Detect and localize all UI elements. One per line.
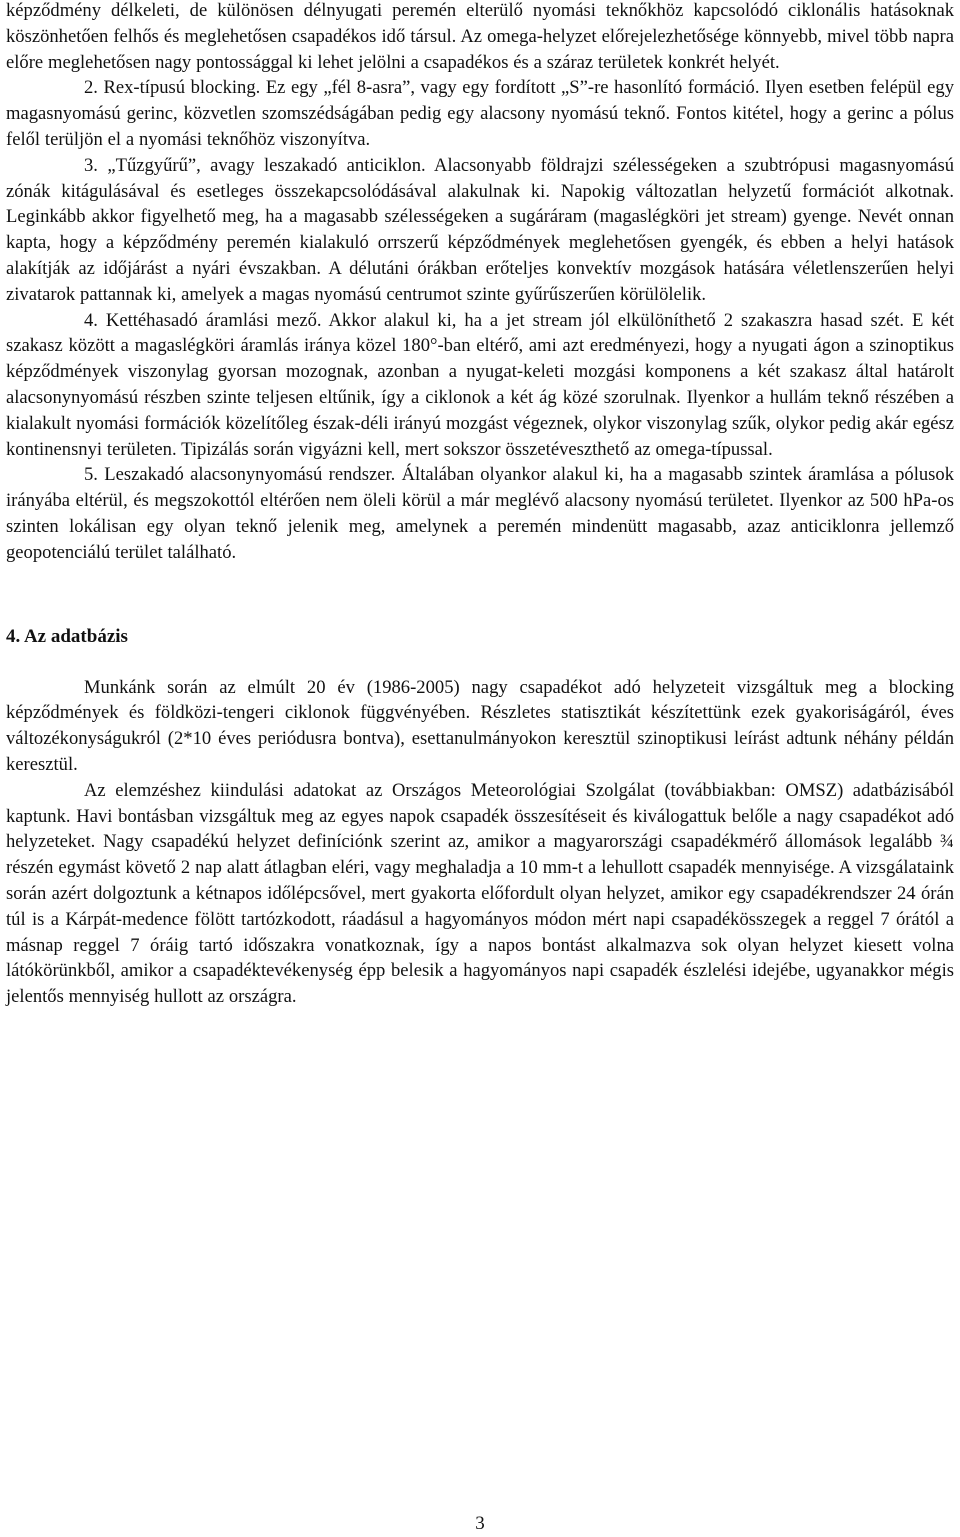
section-spacer xyxy=(6,566,954,624)
paragraph-split-flow: 4. Kettéhasadó áramlási mező. Akkor alakul ki, ha a jet stream jól elkülöníthető 2 szakaszra hasad szét. E két szakasz között a magaslégköri áramlás iránya közel 180°-ban eltérő, ami azt eredményezi, hogy a nyugati ágon a szinoptikus képződmények viszonylag gyorsan mozognak, azonban a nyugat-keleti mozgási komponens a két szakasz által határolt alacsonynyomású részben szinte teljesen eltűnik, így a ciklonok a két ág közé szorulnak. Ilyenkor a hullám teknő részében a kialakult nyomási formációk közelítőleg észak-déli irányú mozgást végeznek, olykor viszonylag szűk, olykor pedig akár egész kontinensnyi területen. Tipizálás során vigyázni kell, mert sokszor összetéveszthető az omega-típussal. xyxy=(6,309,954,460)
page-number: 3 xyxy=(475,1513,485,1534)
paragraph-study-scope: Munkánk során az elmúlt 20 év (1986-2005) nagy csapadékot adó helyzeteit vizsgáltuk meg a blocking képződmények és földközi-tengeri ciklonok függvényében. Részletes statisztikát készítettünk ezek gyakoriságáról, éves változékonyságukról (2*10 éves periódusra bontva), esettanulmányokon keresztül szinoptikusi leírást adtunk néhány példán keresztül. xyxy=(6,676,954,775)
heading-spacer xyxy=(6,650,954,675)
document-page xyxy=(6,0,954,1010)
section-heading: 4. Az adatbázis xyxy=(6,625,128,647)
paragraph-omega-continuation: képződmény délkeleti, de különösen délnyugati peremén elterülő nyomási teknőkhöz kapcsolódó ciklonális hatásoknak köszönhetően felhős és meglehetősen csapadékos idő társul. Az omega-helyzet előrejelezhetősége könnyebb, mivel több napra előre meglehetősen nagy pontossággal ki lehet jelölni a csapadékos és a száraz területek konkrét helyét. xyxy=(6,0,954,73)
paragraph-rex-blocking: 2. Rex-típusú blocking. Ez egy „fél 8-asra”, vagy egy fordított „S”-re hasonlító formáció. Ilyen esetben felépül egy magasnyomású gerinc, közvetlen szomszédságában pedig egy alacsony nyomású teknő. Fontos kitétel, hogy a gerinc a pólus felől terüljön el a nyomási teknőhöz viszonyítva. xyxy=(6,77,954,150)
paragraph-cut-off-low: 5. Leszakadó alacsonynyomású rendszer. Általában olyankor alakul ki, ha a magasabb szintek áramlása a pólusok irányába eltérül, és megszokottól eltérően nem öleli körül a már meglévő alacsony nyomású területet. Ilyenkor az 500 hPa-os szinten lokálisan egy olyan teknő jelenik meg, amelynek a peremén mindenütt magasabb, azaz anticiklonra jellemző geopotenciálú terület található. xyxy=(6,464,954,563)
paragraph-data-source: Az elemzéshez kiindulási adatokat az Országos Meteorológiai Szolgálat (továbbiakban: OMSZ) adatbázisából kaptunk. Havi bontásban vizsgáltuk meg az egyes napok csapadék összesítéseit és kiválogattuk belőle a nagy csapadékot adó helyzeteket. Nagy csapadékú helyzet definíciónk szerint az, amikor a magyarországi csapadékmérő állomások legalább ¾ részén egymást követő 2 nap alatt átlagban eléri, vagy meghaladja a 10 mm-t a lehullott csapadék mennyisége. A vizsgálataink során azért dolgoztunk a kétnapos időlépcsővel, mert gyakorta előfordult olyan helyzet, amikor egy csapadékrendszer 24 órán túl is a Kárpát-medence fölött tartózkodott, ráadásul a hagyományos módon mért napi csapadékösszegek a reggel 7 órától a másnap reggel 7 óráig tartó időszakra vonatkoznak, így a napos bontást alkalmazva sok olyan helyzet kiesett volna látókörünkből, amikor a csapadéktevékenység épp belesik a hagyományos napi csapadék észlelési idejébe, ugyanakkor mégis jelentős mennyiség hullott az országra. xyxy=(6,779,954,1008)
paragraph-cut-off-anticyclone: 3. „Tűzgyűrű”, avagy leszakadó anticiklon. Alacsonyabb földrajzi szélességeken a szubtrópusi magasnyomású zónák kitágulásával és esetleges összekapcsolódásával alakulnak ki. Napokig változatlan helyzetű formációt alkotnak. Leginkább akkor figyelhető meg, ha a magasabb szélességeken a sugáráram (magaslégköri jet stream) gyenge. Nevét onnan kapta, hogy a képződmény peremén kialakuló orrszerű képződmények meglehetősen gyengék, és ebben a helyi hatások alakítják az időjárást a nyári évszakban. A délutáni órákban erőteljes konvektív mozgások hatására véletlenszerűen helyi zivatarok pattannak ki, amelyek a magas nyomású centrumot szinte gyűrűszerűen körülölelik. xyxy=(6,154,954,305)
